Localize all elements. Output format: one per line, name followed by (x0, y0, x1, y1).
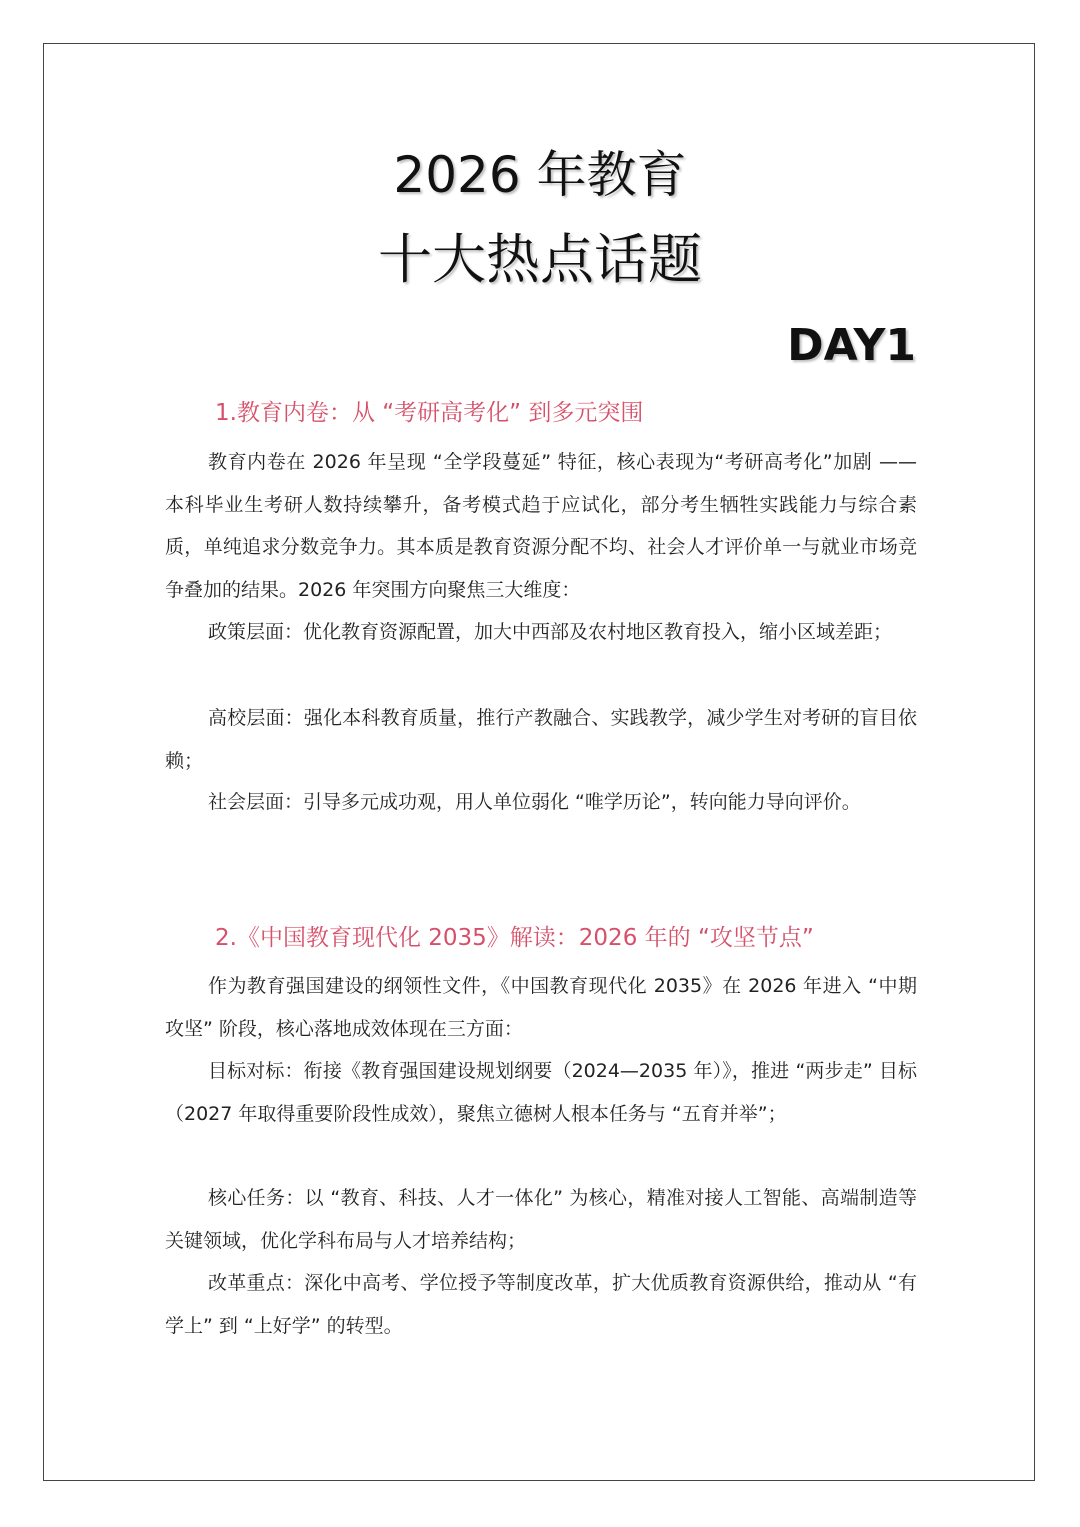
section-2-paragraph: 核心任务：以 “教育、科技、人才一体化” 为核心，精准对接人工智能、高端制造等关键领域，优化学科布局与人才培养结构； (165, 1187, 917, 1252)
day-label: DAY1 (787, 320, 916, 371)
page-title-line2: 十大热点话题 (378, 228, 702, 291)
page-title-line1: 2026 年教育 (393, 146, 687, 204)
section-heading-1: 1.教育内卷：从 “考研高考化” 到多元突围 (215, 400, 644, 426)
section-2-paragraph: 改革重点：深化中高考、学位授予等制度改革，扩大优质教育资源供给，推动从 “有学上” 到 “上好学” 的转型。 (165, 1272, 917, 1337)
section-1-paragraph: 社会层面：引导多元成功观，用人单位弱化 “唯学历论”，转向能力导向评价。 (208, 791, 861, 813)
section-1-paragraph: 政策层面：优化教育资源配置，加大中西部及农村地区教育投入，缩小区域差距； (208, 621, 893, 643)
section-2-paragraph: 目标对标：衔接《教育强国建设规划纲要（2024—2035 年）》，推进 “两步走” 目标（2027 年取得重要阶段性成效），聚焦立德树人根本任务与 “五育并举”； (165, 1060, 917, 1125)
section-2-paragraph: 作为教育强国建设的纲领性文件，《中国教育现代化 2035》在 2026 年进入 “中期攻坚” 阶段，核心落地成效体现在三方面： (165, 975, 917, 1040)
section-1-paragraph: 高校层面：强化本科教育质量，推行产教融合、实践教学，减少学生对考研的盲目依赖； (165, 707, 917, 772)
section-1-paragraph: 教育内卷在 2026 年呈现 “全学段蔓延” 特征，核心表现为“考研高考化”加剧 —— 本科毕业生考研人数持续攀升，备考模式趋于应试化，部分考生牺牲实践能力与综合素质，单纯追求分数竞争力。其本质是教育资源分配不均、社会人才评价单一与就业市场竞争叠加的结果。2026 年突围方向聚焦三大维度： (165, 451, 917, 601)
section-heading-2: 2.《中国教育现代化 2035》解读：2026 年的 “攻坚节点” (215, 925, 814, 951)
